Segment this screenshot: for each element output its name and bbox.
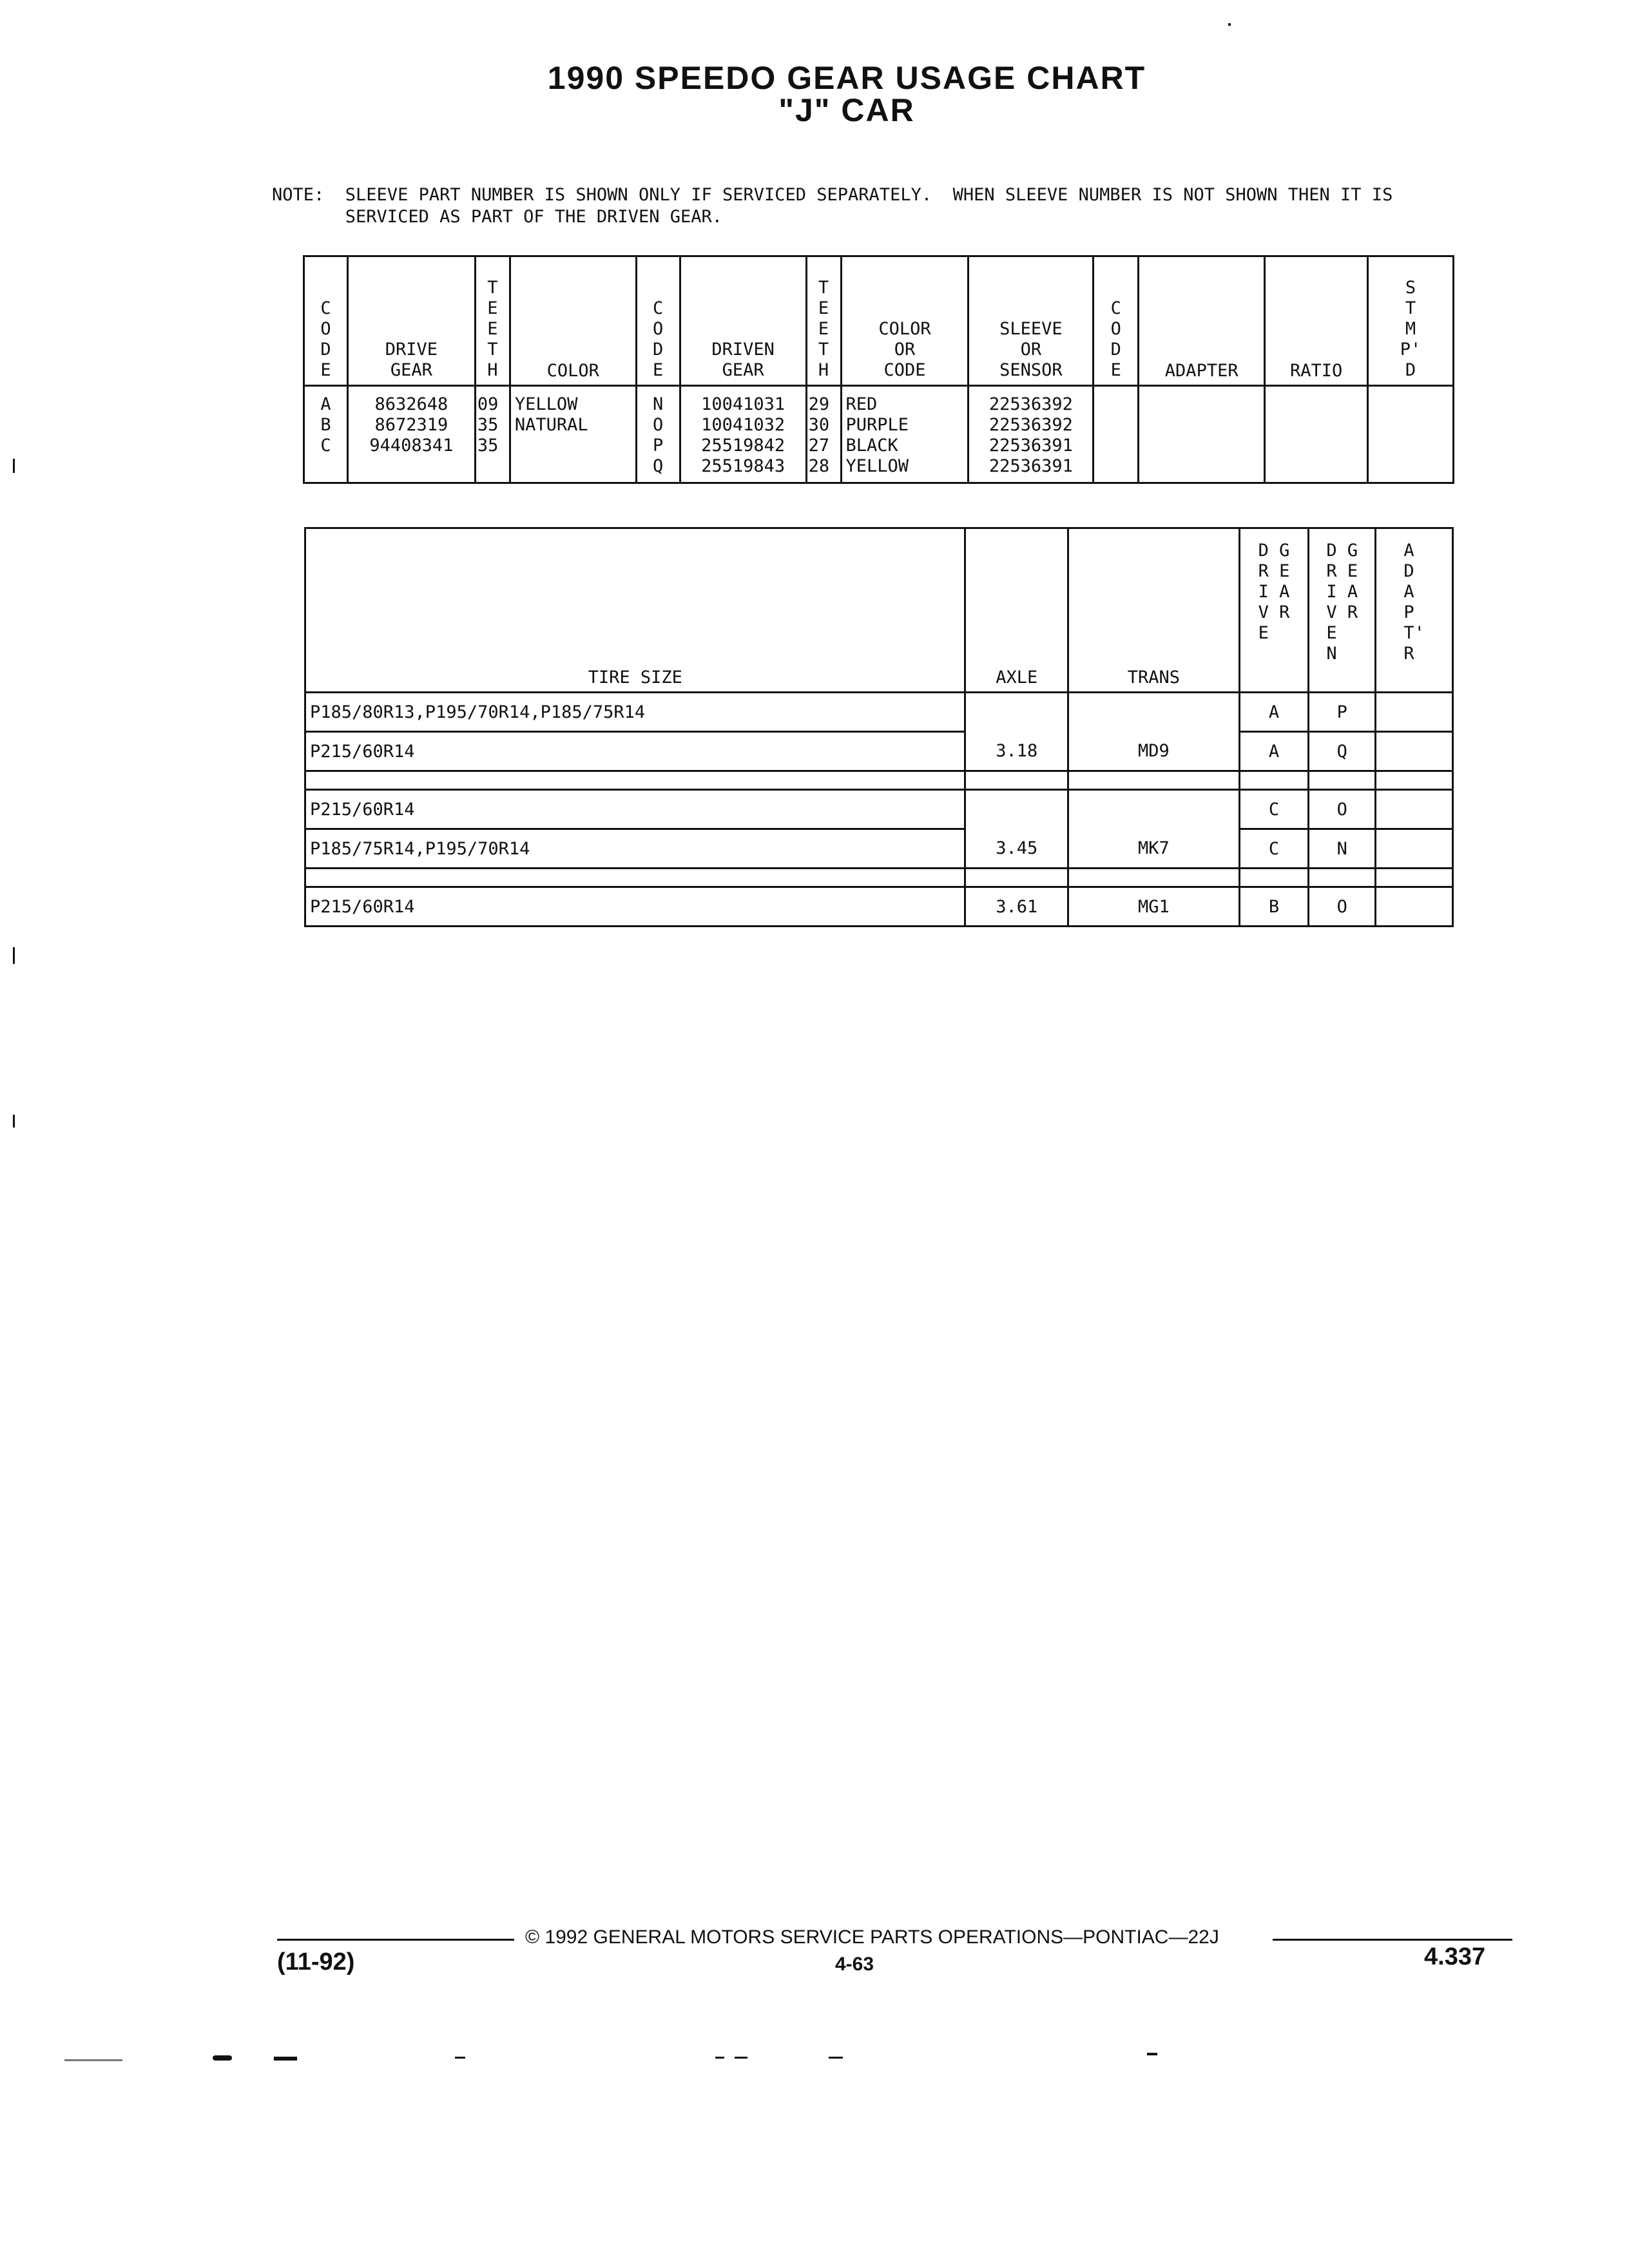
sleeve-number: 22536392 <box>988 394 1073 414</box>
drive-color: NATURAL <box>514 415 588 435</box>
drive-color <box>515 436 635 456</box>
drive-gear-code-cell: A <box>1239 693 1309 732</box>
trans-value: MD9 <box>1068 732 1239 771</box>
spacer-row <box>305 869 1453 887</box>
axle-cell <box>965 790 1068 829</box>
gear-table-data-row <box>304 386 1454 483</box>
sleeve-cell <box>969 386 1094 483</box>
axle-value: 3.18 <box>965 732 1068 771</box>
scan-mark <box>715 2057 724 2059</box>
scan-mark <box>13 459 15 473</box>
driven-color: PURPLE <box>845 415 909 435</box>
driven-teeth: 27 <box>808 436 830 456</box>
scan-mark <box>13 947 15 964</box>
header-stmpd: S T M P' D <box>1368 256 1454 386</box>
adapter-code-cell <box>1376 887 1453 927</box>
driven-teeth: 30 <box>808 415 830 435</box>
axle-value: 3.61 <box>965 887 1068 927</box>
sleeve-number: 22536391 <box>988 436 1073 456</box>
note-text <box>272 184 1509 228</box>
tire-size-table <box>304 527 1454 927</box>
gear-table <box>303 255 1454 484</box>
footer-date-code: (11-92) <box>277 1948 355 1975</box>
stmpd-cell <box>1368 386 1454 483</box>
drive-gear-code-cell: A <box>1239 732 1309 771</box>
header-driven-gear: DRIVEN GEAR <box>680 256 806 386</box>
drive-gear-number: 8632648 <box>374 394 448 414</box>
driven-gear-code-cell: N <box>1309 829 1376 869</box>
driven-teeth: 28 <box>808 456 830 476</box>
header-tire-size: TIRE SIZE <box>305 528 965 693</box>
header-adapter-vertical: A D A P T' R <box>1376 528 1453 693</box>
gear-table-header-row <box>304 256 1454 386</box>
scan-mark <box>213 2055 232 2061</box>
driven-gear-code-cell: Q <box>1309 732 1376 771</box>
header-ratio: RATIO <box>1265 256 1368 386</box>
driven-code: P <box>653 436 664 456</box>
ratio-cell <box>1265 386 1368 483</box>
note-line-1: NOTE: SLEEVE PART NUMBER IS SHOWN ONLY IF SERVICED SEPARATELY. WHEN SLEEVE NUMBER IS NOT SHOWN THEN IT IS <box>272 185 1393 205</box>
footer-copyright: © 1992 GENERAL MOTORS SERVICE PARTS OPERATIONS—PONTIAC—22J <box>525 1927 1219 1948</box>
header-code-2: C O D E <box>636 256 680 386</box>
header-sleeve-or-sensor: SLEEVE OR SENSOR <box>969 256 1094 386</box>
header-teeth-2: T E E T H <box>806 256 841 386</box>
header-color: COLOR <box>510 256 636 386</box>
scan-mark <box>1228 23 1231 26</box>
axle-value: 3.45 <box>965 829 1068 869</box>
drive-teeth: 35 <box>477 415 499 435</box>
adapter-code-cell <box>1094 386 1139 483</box>
header-driven-gear-vertical: D G R E I A V R E N <box>1309 528 1376 693</box>
header-drive-gear-vertical: D G R E I A V R E <box>1239 528 1309 693</box>
driven-gear-number: 10041032 <box>701 415 786 435</box>
drive-code-cell <box>304 386 348 483</box>
driven-gear-code-cell: P <box>1309 693 1376 732</box>
table-row <box>305 732 1453 771</box>
footer-page-ref: 4-63 <box>835 1954 874 1975</box>
drive-gear-number: 8672319 <box>374 415 448 435</box>
tire-table-header-row <box>305 528 1453 693</box>
adapter-code-cell <box>1376 829 1453 869</box>
driven-code-cell <box>636 386 680 483</box>
chart-subtitle: "J" CAR <box>778 92 915 128</box>
drive-code: C <box>320 436 331 456</box>
tire-size-cell: P185/80R13,P195/70R14,P185/75R14 <box>305 693 965 732</box>
chart-title: 1990 SPEEDO GEAR USAGE CHART <box>547 60 1146 96</box>
table-row <box>305 829 1453 869</box>
tire-size-cell: P185/75R14,P195/70R14 <box>305 829 965 869</box>
drive-gear-cell <box>347 386 475 483</box>
driven-code: O <box>653 415 664 435</box>
scan-mark <box>1147 2053 1157 2055</box>
header-axle: AXLE <box>965 528 1068 693</box>
driven-teeth-cell <box>806 386 841 483</box>
drive-color-cell <box>510 386 636 483</box>
header-teeth-1: T E E T H <box>475 256 510 386</box>
driven-color: BLACK <box>845 436 898 456</box>
drive-color: YELLOW <box>514 394 578 414</box>
driven-teeth: 29 <box>808 394 830 414</box>
trans-value: MK7 <box>1068 829 1239 869</box>
axle-cell <box>965 693 1068 732</box>
header-color-or-code: COLOR OR CODE <box>841 256 969 386</box>
adapter-code-cell <box>1376 790 1453 829</box>
adapter-code-cell <box>1376 732 1453 771</box>
drive-teeth: 09 <box>477 394 499 414</box>
drive-teeth-cell <box>475 386 510 483</box>
scan-mark <box>64 2059 122 2061</box>
drive-code: B <box>320 415 331 435</box>
trans-cell <box>1068 693 1239 732</box>
driven-gear-code-cell: O <box>1309 887 1376 927</box>
trans-cell <box>1068 790 1239 829</box>
sleeve-number: 22536391 <box>988 456 1073 476</box>
header-code-1: C O D E <box>304 256 348 386</box>
table-row <box>305 790 1453 829</box>
drive-gear-number: 94408341 <box>369 436 454 456</box>
drive-code: A <box>320 394 331 414</box>
drive-gear-code-cell: C <box>1239 829 1309 869</box>
driven-gear-number: 25519842 <box>701 436 786 456</box>
scan-mark <box>274 2057 297 2061</box>
driven-gear-number: 10041031 <box>701 394 786 414</box>
header-adapter: ADAPTER <box>1139 256 1265 386</box>
header-trans: TRANS <box>1068 528 1239 693</box>
driven-code: N <box>653 394 664 414</box>
table-row <box>305 887 1453 927</box>
driven-color: YELLOW <box>845 456 909 476</box>
driven-gear-cell <box>680 386 806 483</box>
drive-gear-code-cell: B <box>1239 887 1309 927</box>
adapter-cell <box>1139 386 1265 483</box>
header-code-3: C O D E <box>1094 256 1139 386</box>
driven-gear-number: 25519843 <box>701 456 786 476</box>
trans-value: MG1 <box>1068 887 1239 927</box>
footer-page-number: 4.337 <box>1424 1943 1486 1970</box>
note-line-2: SERVICED AS PART OF THE DRIVEN GEAR. <box>272 207 722 227</box>
tire-size-cell: P215/60R14 <box>305 790 965 829</box>
adapter-code-cell <box>1376 693 1453 732</box>
table-row <box>305 693 1453 732</box>
driven-color: RED <box>845 394 878 414</box>
tire-size-cell: P215/60R14 <box>305 887 965 927</box>
header-drive-gear: DRIVE GEAR <box>347 256 475 386</box>
spacer-row <box>305 771 1453 790</box>
scan-mark <box>13 1115 15 1128</box>
scan-mark <box>735 2057 747 2059</box>
drive-gear-code-cell: C <box>1239 790 1309 829</box>
driven-code: Q <box>653 456 664 476</box>
scan-mark <box>455 2057 465 2059</box>
sleeve-number: 22536392 <box>988 415 1073 435</box>
footer-rule-left <box>277 1939 514 1941</box>
driven-color-cell <box>841 386 969 483</box>
scan-mark <box>829 2057 843 2059</box>
tire-size-cell: P215/60R14 <box>305 732 965 771</box>
footer-rule-right <box>1273 1939 1512 1941</box>
driven-gear-code-cell: O <box>1309 790 1376 829</box>
drive-teeth: 35 <box>477 436 499 456</box>
